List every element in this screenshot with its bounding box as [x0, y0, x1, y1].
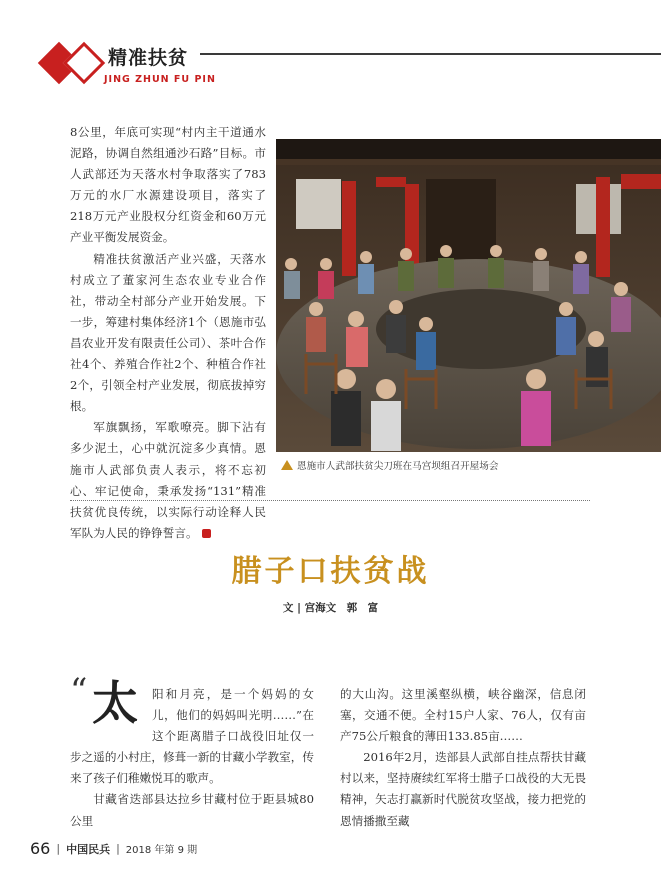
upper-paragraph-1: 8公里，年底可实现“村内主干道通水泥路，协调自然组通沙石路”目标。市人武部还为天落水村争取落实了783万元的水厂水源建设项目，落实了218万元产业股权分红资金和60万元产业平衡发展资金。 [70, 125, 266, 245]
header-rule [200, 53, 661, 55]
issue-label: 2018 年第 9 期 [125, 845, 198, 856]
footer-separator: | [56, 842, 61, 855]
caption-triangle-icon [281, 460, 293, 470]
upper-article-column [70, 122, 266, 544]
article-column-left [70, 671, 314, 832]
upper-paragraph-3-text: 军旗飘扬，军歌嘹亮。脚下沾有多少泥土，心中就沉淀多少真情。恩施市人武部负责人表示，将不忘初心、牢记使命，秉承发扬“131”精准扶贫优良传统，以实际行动诠释人民军队为人民的铮铮誓言。 [70, 420, 266, 540]
section-logo-diamond-outline [63, 42, 105, 84]
right-paragraph-1: 的大山沟。这里溪壑纵横，峡谷幽深，信息闭塞，交通不便。全村15户人家、76人，仅有亩产75公斤粮食的薄田133.85亩…… [340, 687, 586, 744]
article-byline: 文 | 宫海文 郭 富 [282, 602, 379, 614]
section-pinyin: JING ZHUN FU PIN [104, 74, 216, 85]
page-number: 66 [30, 839, 51, 858]
page-footer [30, 839, 197, 858]
dropcap-block [70, 671, 146, 740]
upper-paragraph-2: 精准扶贫激活产业兴盛，天落水村成立了董家河生态农业专业合作社，带动全村部分产业开始发展。下一步，筹建村集体经济1个（恩施市弘昌农业开发有限责任公司）、茶叶合作社4个、养殖合作社2个、种植合作社2个，引领全村产业发展，彻底拔掉穷根。 [70, 251, 266, 414]
upper-paragraph-3 [70, 417, 266, 544]
end-mark-icon [202, 529, 211, 538]
lead-paragraph: 阳和月亮，是一个妈妈的女儿，他们的妈妈叫光明……”在这个距离腊子口战役旧址仅一步之遥的小村庄，修葺一新的甘藏小学教室，传来了孩子们稚嫩悦耳的歌声。 [70, 687, 314, 786]
meeting-photo [276, 139, 661, 452]
right-paragraph-2: 2016年2月，迭部县人武部自挂点帮扶甘藏村以来，坚持赓续红军将士腊子口战役的大无畏精神，矢志打赢新时代脱贫攻坚战，接力把党的恩情播撒至藏 [340, 750, 586, 828]
footer-separator-2: | [116, 842, 120, 855]
article-column-right [340, 684, 586, 832]
section-divider [70, 500, 590, 501]
open-quote-mark: “ [70, 671, 88, 711]
section-title: 精准扶贫 [108, 47, 189, 69]
article-title: 腊子口扶贫战 [231, 554, 430, 589]
photo-caption: 恩施市人武部扶贫尖刀班在马宫坝组召开屋场会 [297, 461, 499, 472]
article-paragraph-2: 甘藏省迭部县达拉乡甘藏村位于距县城80公里 [70, 792, 314, 828]
dropcap-letter: 太 [92, 676, 138, 730]
magazine-name: 中国民兵 [66, 842, 111, 856]
